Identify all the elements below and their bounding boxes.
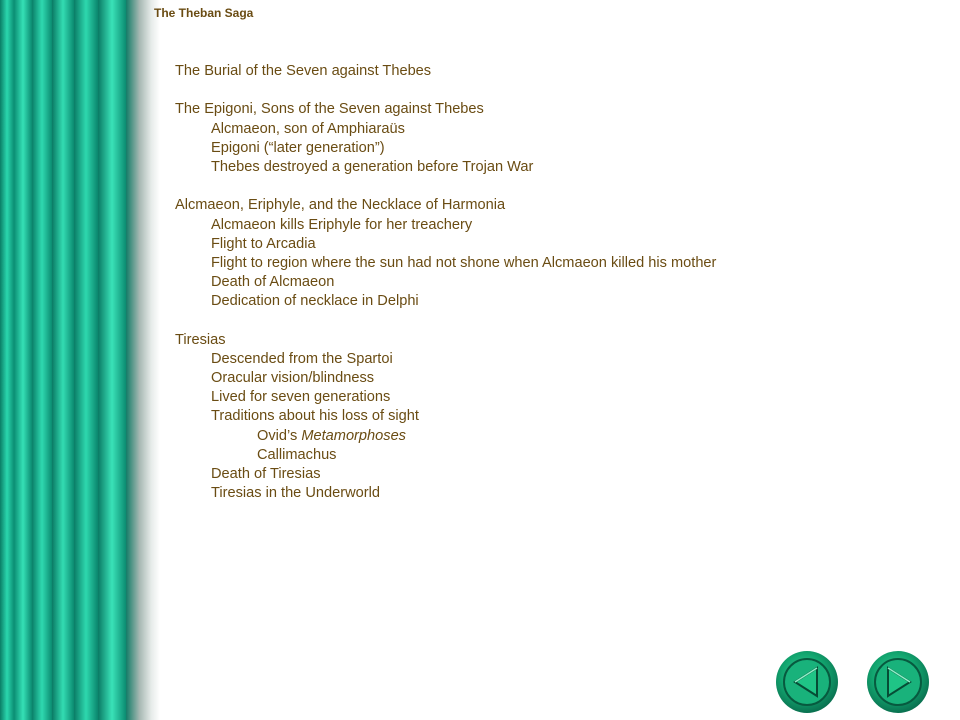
outline-item: Alcmaeon kills Eriphyle for her treachery: [211, 216, 473, 233]
ovid-prefix: Ovid’s: [257, 427, 302, 444]
section-heading-tiresias: Tiresias: [175, 331, 226, 348]
triangle-right-icon: [866, 650, 930, 714]
section-heading-alcmaeon: Alcmaeon, Eriphyle, and the Necklace of Harmonia: [175, 197, 506, 214]
outline-item: Descended from the Spartoi: [211, 350, 393, 367]
triangle-left-icon: [775, 650, 839, 714]
outline-content: [175, 62, 935, 503]
section-heading-burial: The Burial of the Seven against Thebes: [175, 63, 432, 79]
outline-item: Oracular vision/blindness: [211, 370, 375, 386]
section-heading-epigoni: The Epigoni, Sons of the Seven against Thebes: [175, 101, 484, 118]
decorative-teal-columns: [0, 0, 160, 720]
outline-item: Alcmaeon, son of Amphiaraüs: [211, 120, 405, 137]
outline-item: Traditions about his loss of sight: [211, 408, 419, 425]
outline-item: Death of Tiresias: [211, 465, 321, 482]
outline-subitem-ovid: [175, 427, 935, 446]
outline-item: Epigoni (“later generation”): [211, 139, 385, 156]
previous-slide-button[interactable]: [775, 650, 839, 714]
outline-item: Thebes destroyed a generation before Trojan War: [211, 158, 534, 175]
outline-item: Flight to region where the sun had not shone when Alcmaeon killed his mother: [211, 254, 717, 271]
outline-item: Tiresias in the Underworld: [211, 485, 380, 502]
outline-subitem-callimachus: Callimachus: [257, 446, 337, 463]
next-slide-button[interactable]: [866, 650, 930, 714]
ovid-title: Metamorphoses: [301, 427, 406, 444]
outline-item: Dedication of necklace in Delphi: [211, 293, 419, 310]
outline-item: Death of Alcmaeon: [211, 274, 335, 291]
header-title: The Theban Saga: [154, 6, 254, 20]
outline-item: Lived for seven generations: [211, 389, 391, 406]
outline-item: Flight to Arcadia: [211, 235, 316, 252]
